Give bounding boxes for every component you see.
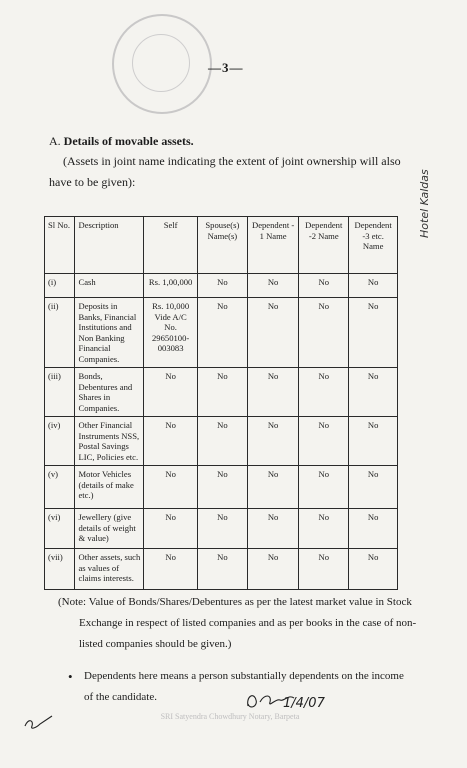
cell-sl: (vi) <box>45 509 75 549</box>
cell-dependent-2: No <box>299 466 349 509</box>
movable-assets-table <box>44 216 398 590</box>
cell-dependent-1: No <box>247 368 298 417</box>
signature-date: 1/4/07 <box>283 696 325 711</box>
table-row <box>45 368 398 417</box>
section-marker: A. <box>49 134 61 148</box>
header-spouse: Spouse(s) Name(s) <box>197 217 247 274</box>
cell-spouse: No <box>197 466 247 509</box>
section-subtitle: (Assets in joint name indicating the extent of joint ownership will also have to be given): <box>49 154 401 189</box>
cell-sl: (iii) <box>45 368 75 417</box>
table-row <box>45 298 398 368</box>
section-title: Details of movable assets. <box>63 134 194 148</box>
valuation-note <box>58 592 418 655</box>
cell-sl: (vii) <box>45 549 75 590</box>
table-row <box>45 509 398 549</box>
cell-dependent-3: No <box>349 368 398 417</box>
cell-dependent-1: No <box>247 509 298 549</box>
cell-sl: (iv) <box>45 417 75 466</box>
cell-spouse: No <box>197 509 247 549</box>
cell-dependent-3: No <box>349 298 398 368</box>
handwritten-margin-note: Hotel Kaldas <box>418 169 431 238</box>
cell-self: Rs. 10,000 Vide A/C No. 29650100-003083 <box>144 298 197 368</box>
cell-self: Rs. 1,00,000 <box>144 274 197 298</box>
note-line-1: (Note: Value of Bonds/Shares/Debentures as per the latest market value in Stock <box>58 596 412 608</box>
table-row <box>45 417 398 466</box>
bullet-icon: • <box>68 669 73 684</box>
notary-seal-inner-ring <box>132 34 190 92</box>
table-header-row <box>45 217 398 274</box>
handwritten-initials <box>22 712 58 734</box>
cell-spouse: No <box>197 274 247 298</box>
header-sl-no: Sl No. <box>45 217 75 274</box>
cell-dependent-3: No <box>349 274 398 298</box>
cell-description: Jewellery (give details of weight & value) <box>75 509 144 549</box>
cell-dependent-1: No <box>247 298 298 368</box>
cell-dependent-2: No <box>299 509 349 549</box>
header-dependent-2: Dependent -2 Name <box>299 217 349 274</box>
cell-dependent-1: No <box>247 466 298 509</box>
cell-self: No <box>144 417 197 466</box>
cell-description: Deposits in Banks, Financial Institutions and Non Banking Financial Companies. <box>75 298 144 368</box>
cell-spouse: No <box>197 417 247 466</box>
cell-dependent-3: No <box>349 549 398 590</box>
table-row <box>45 274 398 298</box>
cell-description: Motor Vehicles (details of make etc.) <box>75 466 144 509</box>
cell-dependent-2: No <box>299 274 349 298</box>
cell-dependent-1: No <box>247 417 298 466</box>
cell-spouse: No <box>197 298 247 368</box>
cell-dependent-1: No <box>247 274 298 298</box>
dependents-definition <box>70 666 415 708</box>
cell-sl: (v) <box>45 466 75 509</box>
table-row <box>45 466 398 509</box>
cell-description: Other Financial Instruments NSS, Postal Savings LIC, Policies etc. <box>75 417 144 466</box>
cell-self: No <box>144 368 197 417</box>
cell-dependent-3: No <box>349 417 398 466</box>
dependents-definition-text: Dependents here means a person substantially dependents on the income of the candidate. <box>84 670 404 703</box>
header-dependent-3: Dependent -3 etc. Name <box>349 217 398 274</box>
cell-sl: (ii) <box>45 298 75 368</box>
section-heading <box>49 134 194 149</box>
cell-description: Cash <box>75 274 144 298</box>
cell-self: No <box>144 466 197 509</box>
cell-spouse: No <box>197 549 247 590</box>
header-self: Self <box>144 217 197 274</box>
cell-description: Other assets, such as values of claims interests. <box>75 549 144 590</box>
cell-sl: (i) <box>45 274 75 298</box>
cell-self: No <box>144 549 197 590</box>
cell-description: Bonds, Debentures and Shares in Companies. <box>75 368 144 417</box>
note-line-2: Exchange in respect of listed companies and as per books in the case of non-listed companies should be given.) <box>79 617 417 650</box>
cell-dependent-2: No <box>299 298 349 368</box>
cell-spouse: No <box>197 368 247 417</box>
cell-dependent-1: No <box>247 549 298 590</box>
header-dependent-1: Dependent - 1 Name <box>247 217 298 274</box>
cell-dependent-2: No <box>299 417 349 466</box>
table-row <box>45 549 398 590</box>
header-description: Description <box>75 217 144 274</box>
cell-dependent-2: No <box>299 549 349 590</box>
cell-dependent-3: No <box>349 509 398 549</box>
page-number: —3— <box>208 60 244 75</box>
cell-dependent-2: No <box>299 368 349 417</box>
cell-dependent-3: No <box>349 466 398 509</box>
cell-self: No <box>144 509 197 549</box>
faded-notary-stamp: SRI Satyendra Chowdhury Notary, Barpeta <box>160 712 300 721</box>
